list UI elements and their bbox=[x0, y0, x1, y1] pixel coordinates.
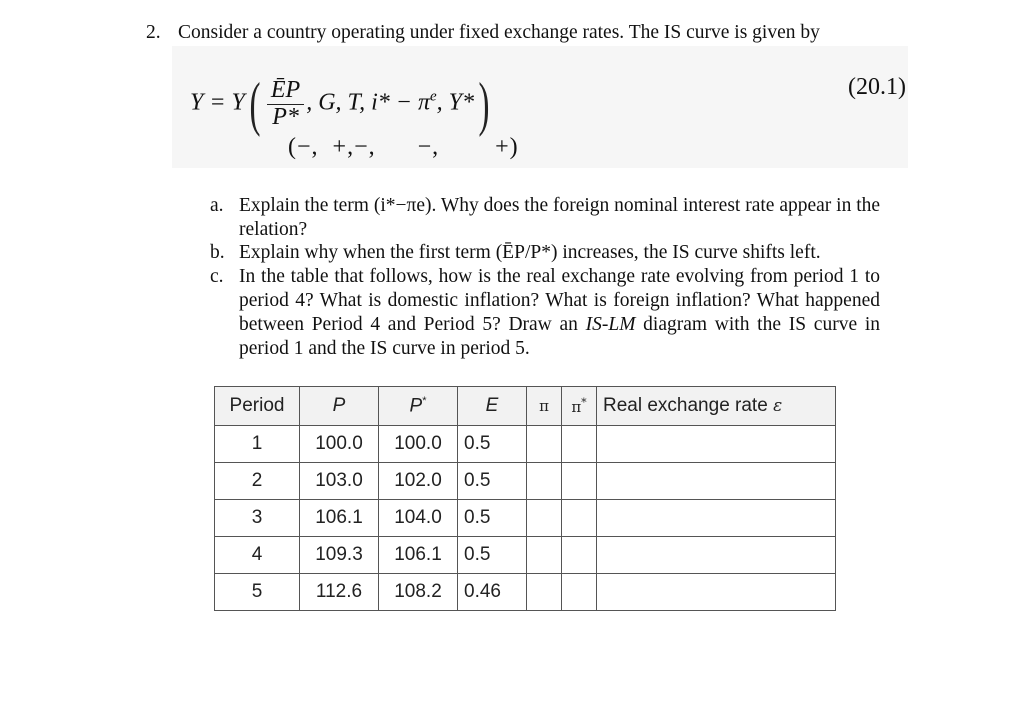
table-row bbox=[215, 574, 836, 611]
question-number: 2. bbox=[146, 22, 161, 43]
subquestion-text bbox=[239, 265, 880, 361]
cell-p: 112.6 bbox=[300, 574, 379, 611]
cell-e: 0.5 bbox=[458, 500, 527, 537]
header-p-label: P bbox=[332, 395, 346, 416]
table-row bbox=[215, 426, 836, 463]
subquestion-c bbox=[210, 265, 880, 361]
equation-main bbox=[190, 71, 494, 137]
cell-pi-star bbox=[562, 500, 597, 537]
table-row bbox=[215, 463, 836, 500]
cell-period: 2 bbox=[215, 463, 300, 500]
header-real-exchange-rate bbox=[597, 387, 836, 426]
header-e bbox=[458, 387, 527, 426]
cell-e: 0.46 bbox=[458, 574, 527, 611]
cell-pi bbox=[527, 537, 562, 574]
open-paren: ( bbox=[249, 71, 261, 137]
header-p-star bbox=[379, 387, 458, 426]
table-row bbox=[215, 537, 836, 574]
exchange-rate-table bbox=[214, 386, 836, 611]
header-pi-star-sup: * bbox=[581, 396, 587, 409]
table-header-row bbox=[215, 387, 836, 426]
equation-args-end: , Y* bbox=[436, 89, 475, 116]
question-text: Consider a country operating under fixed exchange rates. The IS curve is given by bbox=[178, 22, 820, 43]
header-pi: π bbox=[527, 387, 562, 426]
cell-pi bbox=[527, 574, 562, 611]
header-rer-symbol: ε bbox=[773, 396, 783, 416]
subquestion-text: Explain the term (i*−πe). Why does the foreign nominal interest rate appear in the relation? bbox=[239, 195, 881, 240]
header-pi-star-label: π bbox=[571, 398, 582, 416]
header-p bbox=[300, 387, 379, 426]
question-header bbox=[146, 22, 820, 44]
cell-period: 4 bbox=[215, 537, 300, 574]
cell-p-star: 100.0 bbox=[379, 426, 458, 463]
close-paren: ) bbox=[478, 71, 490, 137]
header-e-label: E bbox=[485, 395, 499, 416]
subquestion-text: Explain why when the first term (ĒP/P*) increases, the IS curve shifts left. bbox=[239, 242, 821, 263]
equation-lhs: Y = Y bbox=[190, 89, 245, 116]
header-period: Period bbox=[215, 387, 300, 426]
cell-pi bbox=[527, 463, 562, 500]
is-curve-equation bbox=[172, 46, 908, 168]
cell-period: 1 bbox=[215, 426, 300, 463]
header-rer-label: Real exchange rate bbox=[603, 395, 768, 416]
cell-p: 103.0 bbox=[300, 463, 379, 500]
cell-period: 5 bbox=[215, 574, 300, 611]
fraction-denominator: P* bbox=[272, 103, 299, 130]
exchange-fraction bbox=[267, 78, 304, 129]
cell-p: 109.3 bbox=[300, 537, 379, 574]
cell-pi bbox=[527, 500, 562, 537]
expected-superscript: e bbox=[430, 88, 437, 105]
cell-pi-star bbox=[562, 537, 597, 574]
cell-p-star: 106.1 bbox=[379, 537, 458, 574]
islm-italic: IS-LM bbox=[585, 314, 636, 335]
header-p-star-label: P bbox=[409, 395, 423, 417]
cell-real-exchange-rate bbox=[597, 500, 836, 537]
cell-p: 106.1 bbox=[300, 500, 379, 537]
cell-pi-star bbox=[562, 463, 597, 500]
cell-p-star: 104.0 bbox=[379, 500, 458, 537]
cell-e: 0.5 bbox=[458, 463, 527, 500]
subquestion-b bbox=[210, 241, 880, 265]
cell-real-exchange-rate bbox=[597, 574, 836, 611]
table-row bbox=[215, 500, 836, 537]
subquestion-letter: a. bbox=[210, 195, 224, 216]
cell-period: 3 bbox=[215, 500, 300, 537]
subquestion-text-part: diagram with the IS curve in period 1 and the IS curve in period 5. bbox=[239, 314, 880, 359]
header-pi-star bbox=[562, 387, 597, 426]
fraction-numerator: ĒP bbox=[267, 78, 304, 104]
cell-pi bbox=[527, 426, 562, 463]
cell-real-exchange-rate bbox=[597, 426, 836, 463]
cell-p-star: 102.0 bbox=[379, 463, 458, 500]
subquestion-letter: c. bbox=[210, 266, 224, 287]
equation-signs: (−, +,−, −, +) bbox=[288, 134, 519, 160]
subquestion-letter: b. bbox=[210, 242, 225, 263]
cell-p: 100.0 bbox=[300, 426, 379, 463]
cell-e: 0.5 bbox=[458, 426, 527, 463]
equation-label: (20.1) bbox=[848, 74, 906, 100]
exchange-rate-table-wrapper bbox=[214, 386, 836, 611]
cell-pi-star bbox=[562, 574, 597, 611]
cell-pi-star bbox=[562, 426, 597, 463]
cell-e: 0.5 bbox=[458, 537, 527, 574]
subquestion-text-part: In the table that follows, how is the real exchange rate evolving from period 1 to period 4? What is domestic inflation? What is foreign inflation? What happened between Period 4 and Period 5? Draw an bbox=[239, 266, 880, 335]
equation-args: , G, T, i* − π bbox=[306, 89, 430, 116]
header-p-star-sup: * bbox=[422, 394, 427, 407]
cell-p-star: 108.2 bbox=[379, 574, 458, 611]
cell-real-exchange-rate bbox=[597, 537, 836, 574]
subquestion-a bbox=[210, 194, 880, 242]
cell-real-exchange-rate bbox=[597, 463, 836, 500]
